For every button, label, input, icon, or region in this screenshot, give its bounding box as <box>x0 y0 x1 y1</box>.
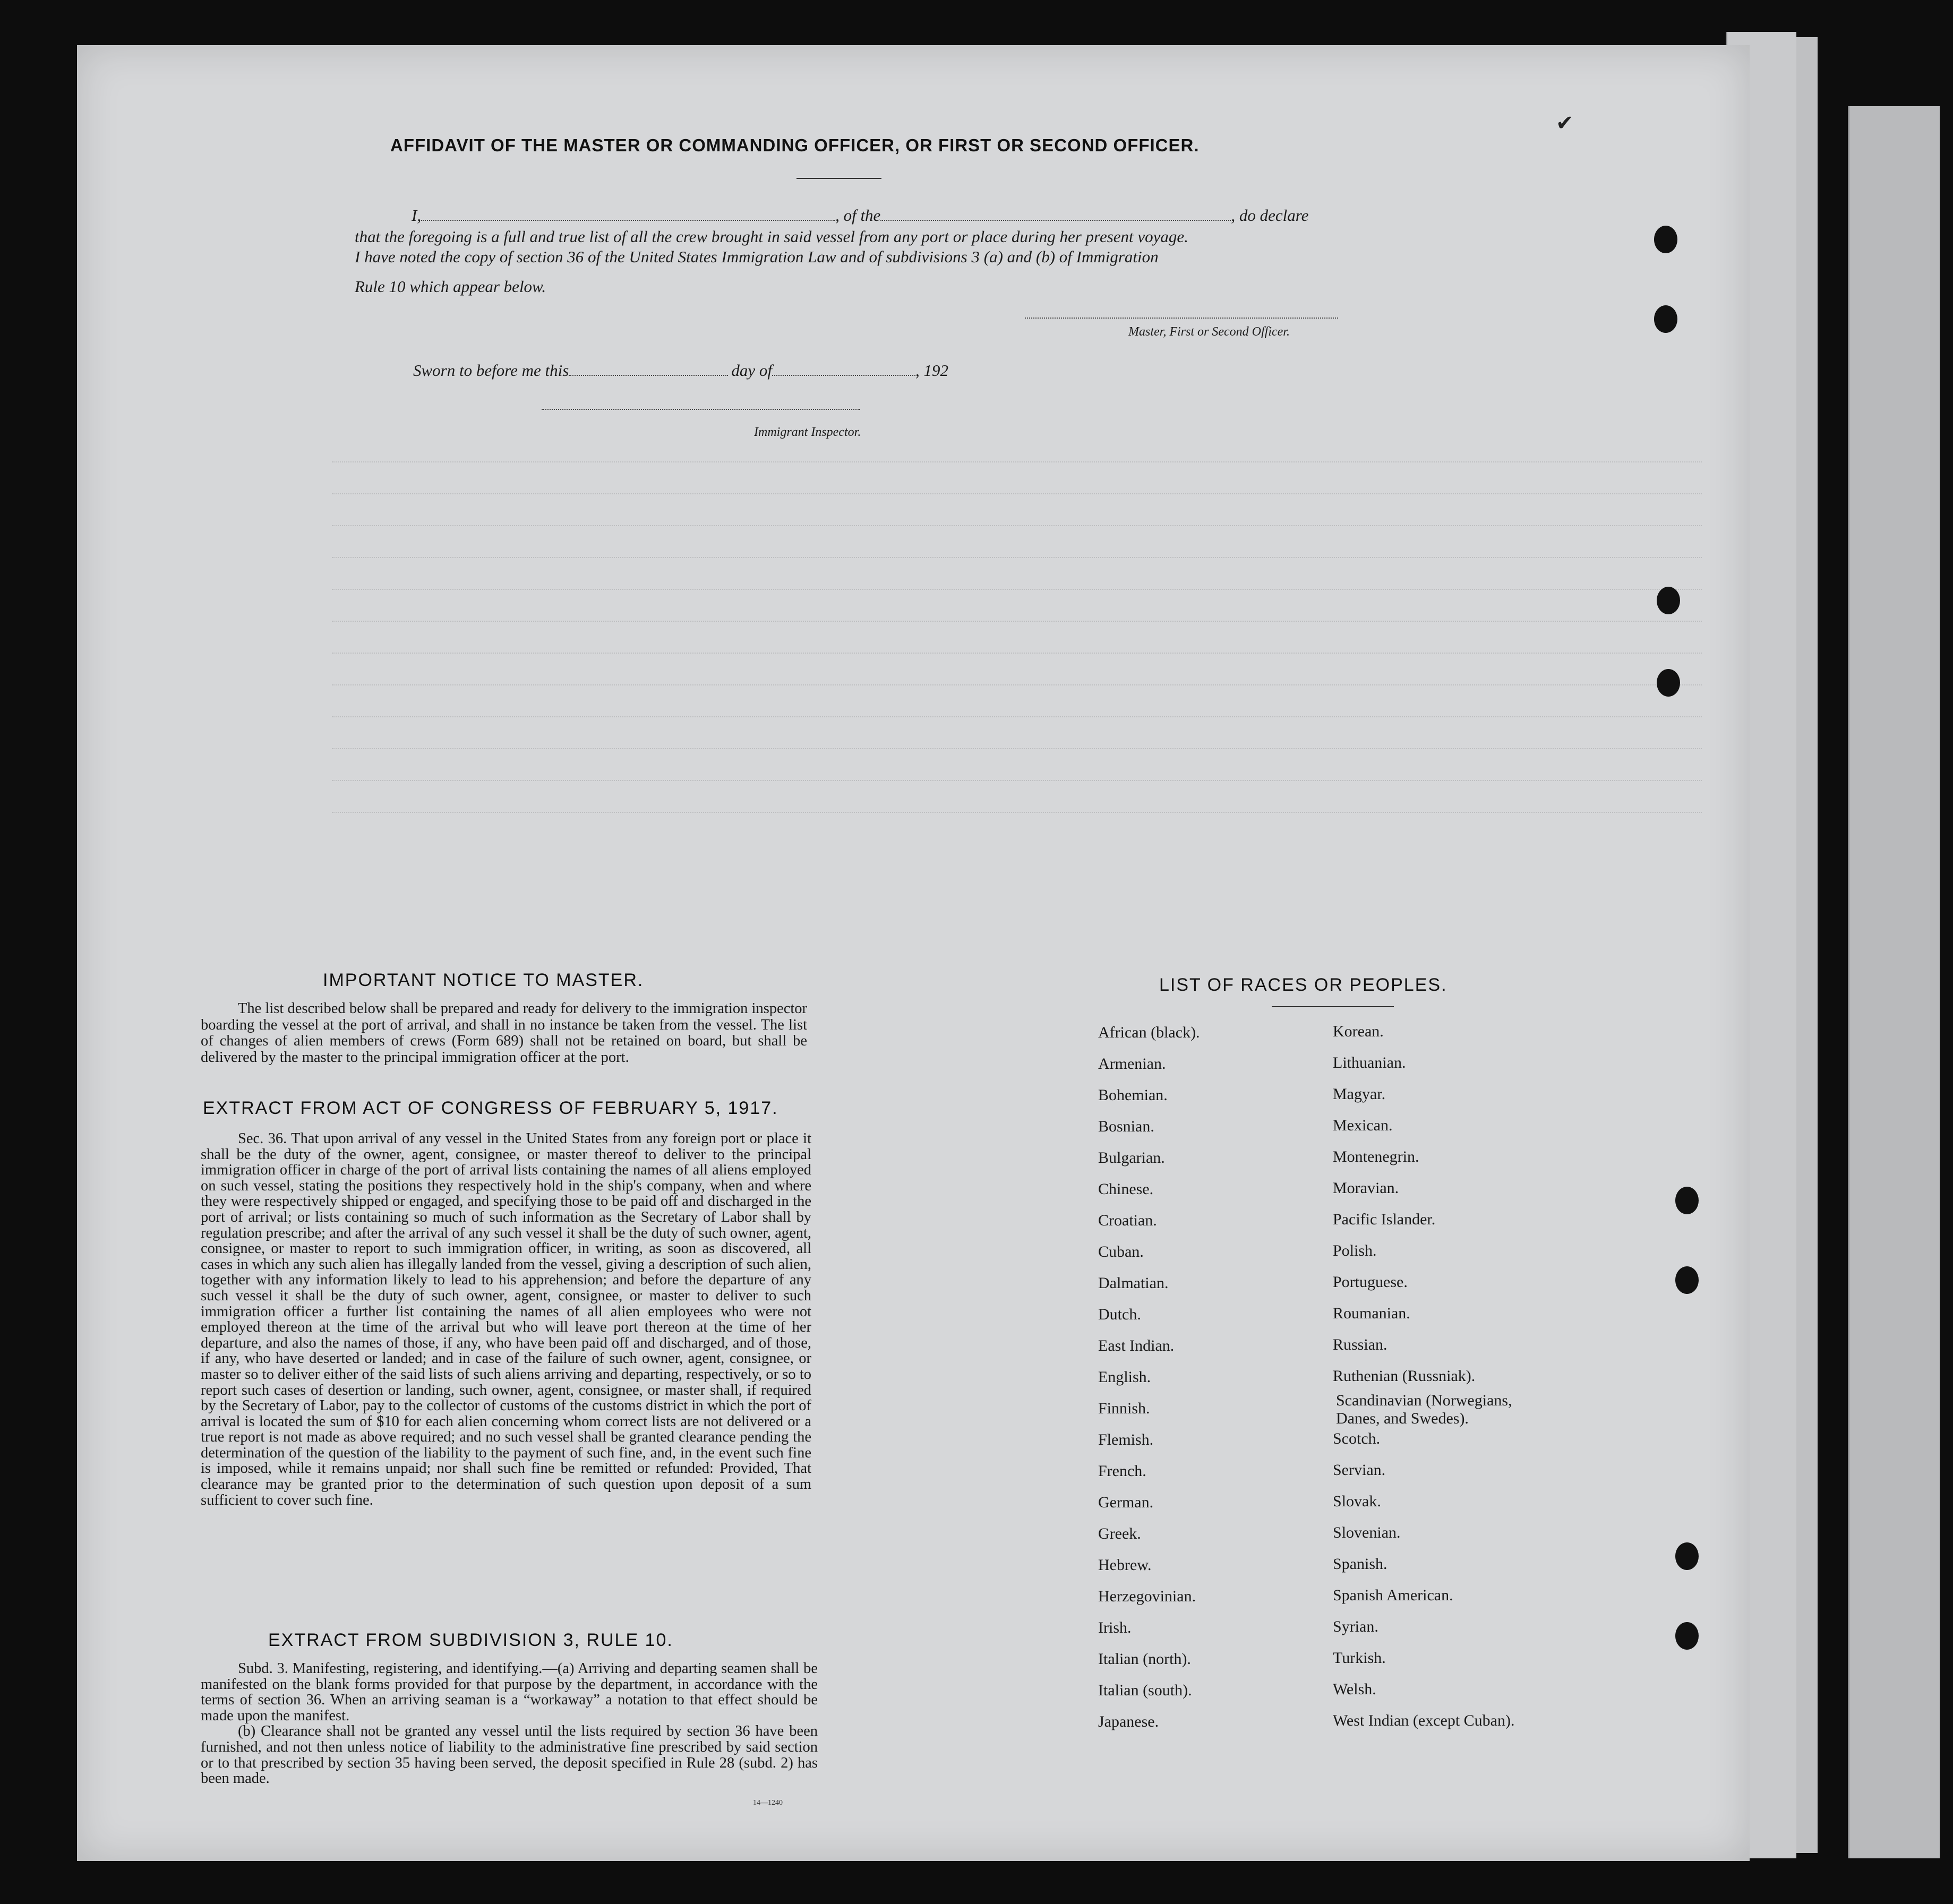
master-label: Master, First or Second Officer. <box>1128 325 1290 339</box>
day-blank <box>569 375 728 376</box>
race-item: Japanese. <box>1098 1713 1159 1730</box>
race-item: Scandinavian (Norwegians, Danes, and Swedes). <box>1336 1392 1512 1427</box>
rule-paragraph-a: Subd. 3. Manifesting, registering, and identifying.—(a) Arriving and departing seamen shall be manifested on the blank forms provided for that purpose by the department, in accordance with the terms of section 36. When an arriving seaman is a “workaway” a notation to that effect should be made upon the manifest. <box>201 1660 818 1724</box>
notice-text <box>201 1001 807 1066</box>
affidavit-title: AFFIDAVIT OF THE MASTER OR COMMANDING OFFICER, OR FIRST OR SECOND OFFICER. <box>390 135 1200 155</box>
ghost-row <box>332 709 1702 717</box>
vessel-blank <box>880 220 1231 221</box>
ghost-row <box>332 645 1702 654</box>
ghost-row <box>332 613 1702 622</box>
punch-hole <box>1675 1187 1699 1214</box>
race-item: Servian. <box>1333 1461 1386 1479</box>
race-item: Dalmatian. <box>1098 1274 1169 1292</box>
race-item: Welsh. <box>1333 1680 1376 1698</box>
race-item: African (black). <box>1098 1024 1200 1041</box>
act-text <box>201 1131 811 1508</box>
race-item: Pacific Islander. <box>1333 1211 1436 1228</box>
race-item: Dutch. <box>1098 1306 1141 1323</box>
races-right-column <box>1333 1016 1582 1736</box>
affidavit-of-the: , of the <box>835 206 881 225</box>
race-item: English. <box>1098 1368 1151 1386</box>
punch-hole <box>1657 669 1680 697</box>
race-item: Slovak. <box>1333 1493 1381 1510</box>
punch-hole <box>1675 1622 1699 1650</box>
punch-hole <box>1657 587 1680 614</box>
race-item: Lithuanian. <box>1333 1054 1406 1071</box>
race-item: Italian (north). <box>1098 1650 1191 1668</box>
race-item: West Indian (except Cuban). <box>1333 1712 1515 1729</box>
races-left-column <box>1098 1017 1200 1737</box>
affidavit-body-3: Rule 10 which appear below. <box>355 277 546 296</box>
race-item: Bosnian. <box>1098 1118 1154 1135</box>
notice-paragraph: The list described below shall be prepared and ready for delivery to the immigration inspector boarding the vessel at the port of arrival, and shall in no instance be taken from the vessel. The list of changes of alien members of crews (Form 689) shall not be retained on board, but shall be delivered by the master to the principal immigration officer at the port. <box>201 1000 807 1066</box>
race-item: Spanish. <box>1333 1555 1387 1573</box>
sworn-year: , 192 <box>915 361 948 380</box>
rule-title: EXTRACT FROM SUBDIVISION 3, RULE 10. <box>268 1630 673 1650</box>
race-item: Russian. <box>1333 1336 1387 1353</box>
affidavit-line-1 <box>412 206 1308 225</box>
affidavit-body-2: I have noted the copy of section 36 of the United States Immigration Law and of subdivisions 3 (a) and (b) of Immigration <box>355 247 1159 266</box>
affidavit-body-1: that the foregoing is a full and true list of all the crew brought in said vessel from any port or place during her present voyage. <box>355 227 1188 246</box>
race-item: Croatian. <box>1098 1212 1157 1229</box>
notice-title: IMPORTANT NOTICE TO MASTER. <box>323 970 644 990</box>
sworn-line <box>413 361 948 380</box>
form-number: 14—1240 <box>753 1799 783 1807</box>
underlying-page-edge <box>1848 106 1940 1858</box>
master-signature-line <box>1025 318 1338 319</box>
sworn-prefix: Sworn to before me this <box>413 361 569 380</box>
race-item: Bohemian. <box>1098 1086 1168 1104</box>
race-item: Turkish. <box>1333 1649 1386 1667</box>
punch-hole <box>1675 1266 1699 1294</box>
ghost-row <box>332 486 1702 494</box>
inspector-label: Immigrant Inspector. <box>754 425 861 439</box>
divider <box>1272 1006 1394 1007</box>
affidavit-declare: , do declare <box>1231 206 1309 225</box>
race-item: Scotch. <box>1333 1430 1381 1447</box>
ink-mark: ✔ <box>1556 111 1574 135</box>
race-item: Bulgarian. <box>1098 1149 1165 1167</box>
ghost-row <box>332 773 1702 781</box>
race-item: Ruthenian (Russniak). <box>1333 1367 1476 1385</box>
ghost-row <box>332 741 1702 749</box>
race-item: Moravian. <box>1333 1179 1399 1197</box>
ghost-row <box>332 518 1702 526</box>
race-item: Polish. <box>1333 1242 1377 1259</box>
divider <box>796 178 881 179</box>
race-item: Finnish. <box>1098 1400 1150 1417</box>
race-item: Armenian. <box>1098 1055 1166 1073</box>
month-blank <box>772 375 915 376</box>
race-item: Cuban. <box>1098 1243 1144 1260</box>
race-item: Syrian. <box>1333 1618 1378 1635</box>
ghost-row <box>332 550 1702 558</box>
rule-text <box>201 1661 818 1787</box>
race-item: Flemish. <box>1098 1431 1154 1448</box>
race-item: Irish. <box>1098 1619 1132 1636</box>
race-item: Mexican. <box>1333 1117 1393 1134</box>
race-item: Magyar. <box>1333 1085 1386 1103</box>
punch-hole <box>1675 1542 1699 1570</box>
races-title: LIST OF RACES OR PEOPLES. <box>1159 975 1447 995</box>
race-item: East Indian. <box>1098 1337 1175 1354</box>
ghost-row <box>332 454 1702 462</box>
ghost-row <box>332 581 1702 590</box>
race-item: Chinese. <box>1098 1180 1154 1198</box>
act-paragraph: Sec. 36. That upon arrival of any vessel in the United States from any foreign port or place it shall be the duty of the owner, agent, consignee, or master thereof to deliver to the principal immigration officer in charge of the port of arrival lists containing the names of all aliens employed on such vessel, stating the positions they respectively hold in the ship's company, when and where they were respectively shipped or engaged, and specifying those to be paid off and discharged in the port of arrival; or lists containing so much of such information as the Secretary of Labor shall by regulation prescribe; and after the arrival of any such vessel it shall be the duty of such owner, agent, consignee, or master to report to such immigration officer, in writing, as soon as discovered, all cases in which any such alien has illegally landed from the vessel, giving a description of such alien, together with any information likely to lead to his apprehension; and before the departure of any such vessel it shall be the duty of such owner, agent, consignee, or master to deliver to such immigration officer a further list containing the names of all alien employees who were not employed thereon at the time of the arrival but who will leave port thereon at the time of her departure, and also the names of those, if any, who have been paid off and discharged, and of those, if any, who have deserted or landed; and in case of the failure of such owner, agent, consignee, or master so to deliver either of the said lists of such aliens arriving and departing, respectively, or so to report such cases of desertion or landing, such owner, agent, consignee, or master shall, if required by the Secretary of Labor, pay to the collector of customs of the customs district in which the port of arrival is located the sum of $10 for each alien concerning whom correct lists are not delivered or a true report is not made as above required; and no such vessel shall be granted clearance pending the determination of the question of the liability to the payment of such fine, and, in the event such fine is imposed, while it remains unpaid; nor shall such fine be remitted or refunded: Provided, That clearance may be granted prior to the determination of such question upon deposit of a sum sufficient to cover such fine. <box>201 1130 811 1508</box>
inspector-signature-line <box>542 409 860 410</box>
ghost-row <box>332 677 1702 685</box>
race-item: Hebrew. <box>1098 1556 1152 1574</box>
race-item: Herzegovinian. <box>1098 1588 1196 1605</box>
race-item: Portuguese. <box>1333 1273 1408 1291</box>
race-item: Greek. <box>1098 1525 1141 1542</box>
punch-hole <box>1654 226 1677 253</box>
race-item: French. <box>1098 1462 1146 1480</box>
race-item: Italian (south). <box>1098 1682 1192 1699</box>
rule-paragraph-b: (b) Clearance shall not be granted any vessel until the lists required by section 36 have been furnished, and not then unless notice of liability to the administrative fine prescribed by said section or to that prescribed by section 35 having been served, the deposit specified in Rule 28 (subd. 2) has been made. <box>201 1723 818 1787</box>
race-item: Montenegrin. <box>1333 1148 1419 1165</box>
affidavit-i: I, <box>412 206 422 225</box>
name-blank <box>421 220 835 221</box>
race-item: Spanish American. <box>1333 1586 1453 1604</box>
act-title: EXTRACT FROM ACT OF CONGRESS OF FEBRUARY 5, 1917. <box>203 1098 778 1118</box>
race-item: Korean. <box>1333 1023 1384 1040</box>
sworn-day: day of <box>731 361 772 380</box>
race-item: Slovenian. <box>1333 1524 1401 1541</box>
ghost-row <box>332 804 1702 813</box>
punch-hole <box>1654 305 1677 333</box>
race-item: German. <box>1098 1494 1154 1511</box>
race-item: Roumanian. <box>1333 1305 1410 1322</box>
